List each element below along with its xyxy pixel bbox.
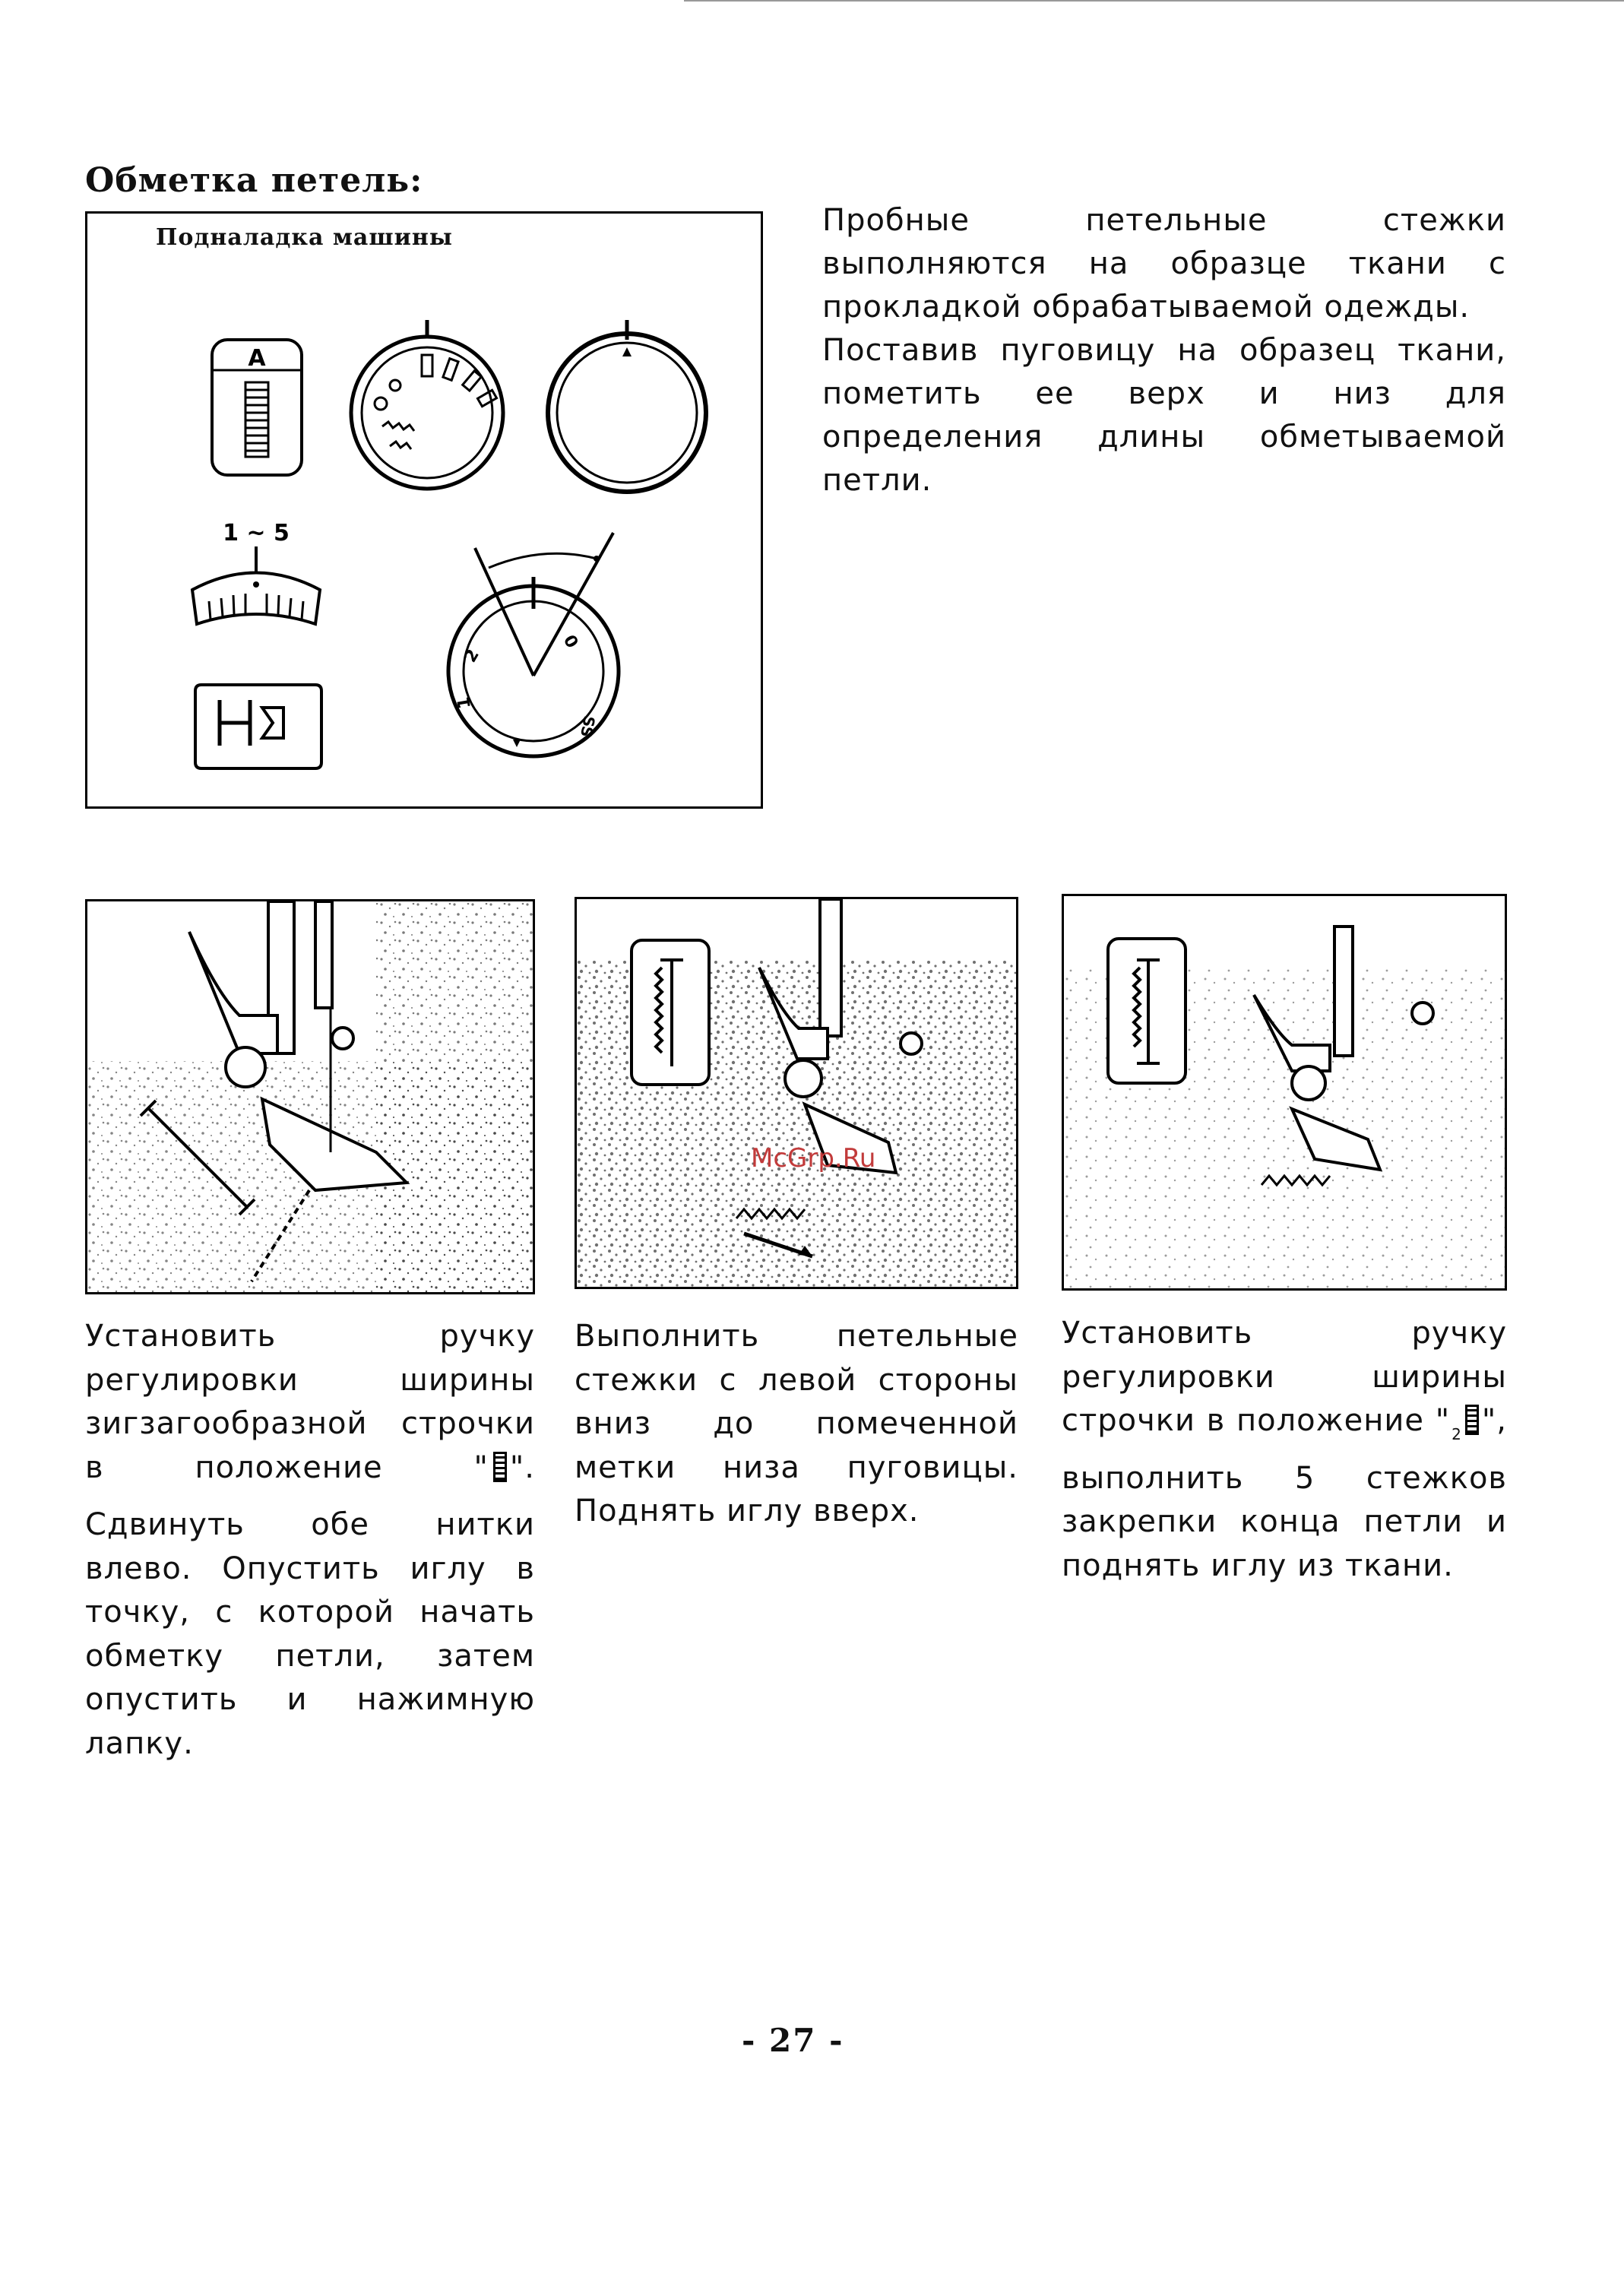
caption-text: Установить ручку регулировки ширины зигзагообразной строчки в положение " [85, 1319, 535, 1485]
svg-text:1: 1 [454, 695, 475, 711]
step-3-caption [1062, 1312, 1507, 1588]
buttonhole-mark-icon [489, 1450, 510, 1485]
watermark: McGrp.Ru [751, 1143, 876, 1174]
setup-title: Подналадка машины [156, 224, 453, 251]
blank-dial-icon [548, 320, 706, 492]
buttonhole-foot-icon [195, 685, 321, 768]
caption-text: ", выполнить 5 стежков закрепки конца петли и поднять иглу из ткани. [1062, 1403, 1507, 1583]
svg-text:2: 2 [461, 646, 483, 666]
stitch-selector-dial-icon [351, 320, 503, 489]
caption-text: ". Сдвинуть обе нитки влево. Опустить иглу в точку, с которой начать обметку петли, затем опустить и нажимную лапку. [85, 1449, 535, 1761]
top-rule [684, 0, 1624, 2]
step-2-caption: Выполнить петельные стежки с левой стороны вниз до помеченной метки низа пуговицы. Поднять иглу вверх. [575, 1319, 1018, 1528]
step-2-figure [575, 897, 1018, 1289]
step-1-figure [85, 899, 535, 1294]
intro-paragraph: Поставив пуговицу на образец ткани, пометить ее верх и низ для определения длины обметываемой петли. [822, 333, 1506, 498]
caption-text: Установить ручку регулировки ширины строчки в положение " [1062, 1316, 1507, 1438]
intro-paragraph: Пробные петельные стежки выполняются на образце ткани с прокладкой обрабатываемой одежды. [822, 203, 1506, 325]
page-number: - 27 - [742, 2022, 844, 2059]
intro-text [822, 199, 1506, 502]
foot-label: A [248, 345, 266, 372]
stitch-length-knob-icon [192, 546, 320, 624]
presser-foot-A-icon [212, 340, 302, 475]
setup-diagram [87, 214, 761, 806]
machine-setup-box [85, 211, 763, 809]
section-title: Обметка петель: [85, 161, 423, 200]
svg-text:0: 0 [559, 632, 582, 652]
svg-text:SS: SS [577, 714, 599, 739]
step-1-caption [85, 1315, 535, 1766]
step-3-figure [1062, 894, 1507, 1291]
range-label: 1 ~ 5 [223, 520, 290, 546]
width-dial-icon [448, 533, 619, 756]
buttonhole-mark-icon: 2 [1450, 1403, 1482, 1438]
